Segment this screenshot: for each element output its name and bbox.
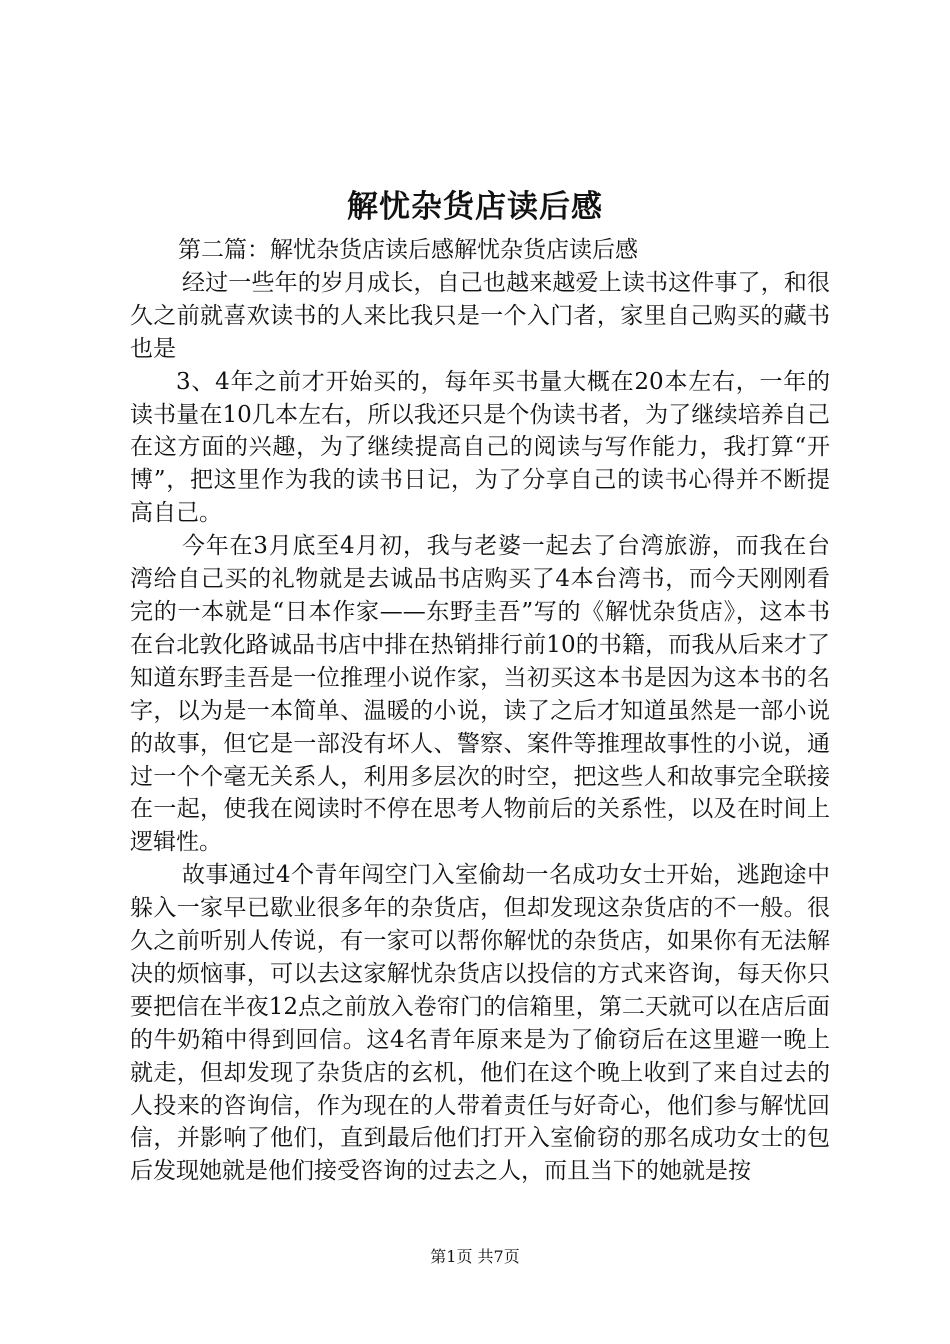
section-heading: 第二篇：解忧杂货店读后感解忧杂货店读后感	[178, 237, 638, 263]
document-title: 解忧杂货店读后感	[347, 189, 603, 225]
document-body	[130, 234, 830, 1188]
paragraph: 3、4年之前才开始买的，每年买书量大概在20本左右，一年的读书量在10几本左右，所以我还只是个伪读书者，为了继续培养自己在这方面的兴趣，为了继续提高自己的阅读与写作能力，我打算“开博”，把这里作为我的读书日记，为了分享自己的读书心得并不断提高自己。	[130, 368, 830, 527]
paragraph: 今年在3月底至4月初，我与老婆一起去了台湾旅游，而我在台湾给自己买的礼物就是去诚品书店购买了4本台湾书，而今天刚刚看完的一本就是“日本作家——东野圭吾”写的《解忧杂货店》，这本书在台北敦化路诚品书店中排在热销排行前10的书籍，而我从后来才了知道东野圭吾是一位推理小说作家，当初买这本书是因为这本书的名字，以为是一本简单、温暖的小说，读了之后才知道虽然是一部小说的故事，但它是一部没有坏人、警察、案件等推理故事性的小说，通过一个个毫无关系人，利用多层次的时空，把这些人和故事完全联接在一起，使我在阅读时不停在思考人物前后的关系性，以及在时间上逻辑性。	[130, 533, 830, 856]
paragraph: 经过一些年的岁月成长，自己也越来越爱上读书这件事了，和很久之前就喜欢读书的人来比我只是一个入门者，家里自己购买的藏书也是	[130, 269, 830, 362]
page-footer: 第1页 共7页	[430, 1247, 520, 1266]
paragraph: 故事通过4个青年闯空门入室偷劫一名成功女士开始，逃跑途中躲入一家早已歇业很多年的杂货店，但却发现这杂货店的不一般。很久之前听别人传说，有一家可以帮你解忧的杂货店，如果你有无法解决的烦恼事，可以去这家解忧杂货店以投信的方式来咨询，每天你只要把信在半夜12点之前放入卷帘门的信箱里，第二天就可以在店后面的牛奶箱中得到回信。这4名青年原来是为了偷窃后在这里避一晚上就走，但却发现了杂货店的玄机，他们在这个晚上收到了来自过去的人投来的咨询信，作为现在的人带着责任与好奇心，他们参与解忧回信，并影响了他们，直到最后他们打开入室偷窃的那名成功女士的包后发现她就是他们接受咨询的过去之人，而且当下的她就是按	[130, 862, 830, 1185]
